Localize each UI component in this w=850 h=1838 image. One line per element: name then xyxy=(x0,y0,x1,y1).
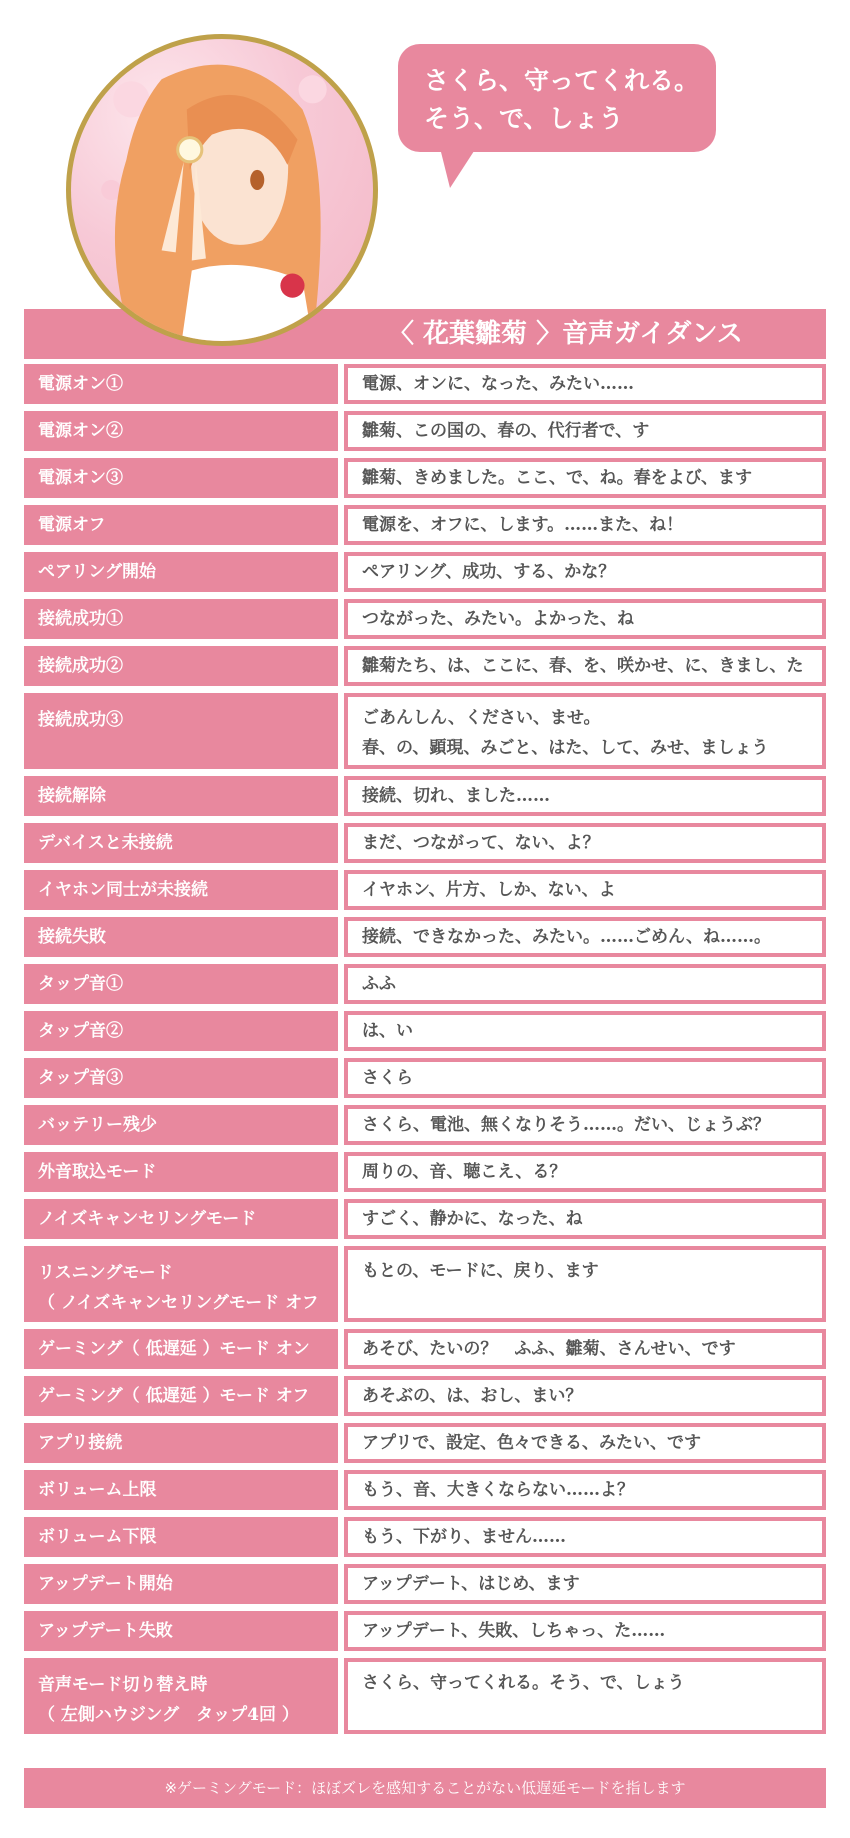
row-label-line: ゲーミング（ 低遅延 ）モード オフ xyxy=(38,1386,310,1406)
row-label-line: （ 左側ハウジング タップ4回 ） xyxy=(38,1705,299,1725)
row-value-line: ふふ xyxy=(362,974,396,994)
character-avatar xyxy=(66,34,378,346)
row-label xyxy=(24,1564,338,1604)
row-value-box xyxy=(348,603,822,635)
row-value xyxy=(344,693,826,769)
row-label-line: 接続解除 xyxy=(38,786,106,806)
row-label-line: イヤホン同士が未接続 xyxy=(38,880,208,900)
row-value-line: アプリで、設定、色々できる、みたい、です xyxy=(362,1433,701,1453)
row-value xyxy=(344,1246,826,1322)
table-row xyxy=(24,1105,826,1145)
row-value-line: もう、音、大きくならない……よ？ xyxy=(362,1480,634,1500)
row-value-box xyxy=(348,1062,822,1094)
speech-bubble xyxy=(398,44,716,152)
row-value-line: 春、の、顕現、みごと、はた、して、みせ、ましょう xyxy=(362,738,769,758)
row-label-line: ゲーミング（ 低遅延 ）モード オン xyxy=(38,1339,310,1359)
row-value xyxy=(344,552,826,592)
table-row xyxy=(24,1246,826,1322)
row-value-box xyxy=(348,556,822,588)
row-value-line: アップデート、はじめ、ます xyxy=(362,1574,580,1594)
row-value-line: すごく、静かに、なった、ね xyxy=(362,1209,583,1229)
row-label-line: アプリ接続 xyxy=(38,1433,123,1453)
row-value-box xyxy=(348,1250,822,1318)
row-value xyxy=(344,411,826,451)
row-value-line: もとの、モードに、戻り、ます xyxy=(362,1261,599,1281)
row-label-line: アップデート失敗 xyxy=(38,1621,173,1641)
row-label-line: タップ音① xyxy=(38,974,123,994)
bubble-line-2: そう、で、しょう xyxy=(424,104,624,133)
table-row xyxy=(24,552,826,592)
table-row xyxy=(24,1376,826,1416)
row-label xyxy=(24,1611,338,1651)
table-row xyxy=(24,1611,826,1651)
row-label-line: ペアリング開始 xyxy=(38,562,156,582)
row-value-line: まだ、つながって、ない、よ？ xyxy=(362,833,600,853)
row-value-box xyxy=(348,650,822,682)
row-value xyxy=(344,1376,826,1416)
row-value-box xyxy=(348,874,822,906)
row-value xyxy=(344,1105,826,1145)
row-value-box xyxy=(348,827,822,859)
row-value xyxy=(344,1611,826,1651)
row-value xyxy=(344,917,826,957)
row-label xyxy=(24,1011,338,1051)
row-value-box xyxy=(348,368,822,400)
row-label xyxy=(24,505,338,545)
row-value-line: 電源を、オフに、します。……また、ね！ xyxy=(362,515,684,535)
row-label-line: ノイズキャンセリングモード xyxy=(38,1209,257,1229)
row-label xyxy=(24,364,338,404)
table-row xyxy=(24,693,826,769)
row-value-line: ごあんしん、ください、ませ。 xyxy=(362,708,601,728)
row-value-line: 雛菊たち、は、ここに、春、を、咲かせ、に、きまし、た xyxy=(362,656,804,676)
row-label-line: 電源オン③ xyxy=(38,468,123,488)
row-label xyxy=(24,964,338,1004)
row-value-box xyxy=(348,1156,822,1188)
row-label xyxy=(24,1470,338,1510)
row-label xyxy=(24,1199,338,1239)
row-value-line: アップデート、失敗、しちゃっ、た…… xyxy=(362,1621,666,1641)
row-label xyxy=(24,1246,338,1322)
row-label-line: 接続成功③ xyxy=(38,710,123,730)
row-value-line: もう、下がり、ません…… xyxy=(362,1527,566,1547)
table-row xyxy=(24,1329,826,1369)
row-value xyxy=(344,458,826,498)
row-value xyxy=(344,823,826,863)
row-label-line: 電源オフ xyxy=(38,515,106,535)
row-value xyxy=(344,1011,826,1051)
row-label-line: 音声モード切り替え時 xyxy=(38,1675,208,1695)
row-label xyxy=(24,1329,338,1369)
row-label xyxy=(24,646,338,686)
row-value xyxy=(344,1470,826,1510)
row-value-line: 接続、切れ、ました…… xyxy=(362,786,551,806)
table-row xyxy=(24,1152,826,1192)
row-value-line: さくら、電池、無くなりそう……。だい、じょうぶ？ xyxy=(362,1115,770,1135)
row-value-box xyxy=(348,1203,822,1235)
row-value-line: は、い xyxy=(362,1021,413,1041)
row-value-line: 雛菊、きめました。ここ、で、ね。春をよび、ます xyxy=(362,468,752,488)
row-value-line: 電源、オンに、なった、みたい…… xyxy=(362,374,634,394)
row-label-line: アップデート開始 xyxy=(38,1574,173,1594)
row-label xyxy=(24,917,338,957)
row-value xyxy=(344,1058,826,1098)
table-row xyxy=(24,599,826,639)
table-row xyxy=(24,870,826,910)
table-row xyxy=(24,917,826,957)
table-row xyxy=(24,1517,826,1557)
row-label-line: タップ音② xyxy=(38,1021,123,1041)
row-value xyxy=(344,1423,826,1463)
row-value-line: 雛菊、この国の、春の、代行者で、す xyxy=(362,421,650,441)
row-label xyxy=(24,458,338,498)
character-portrait-icon xyxy=(71,39,373,341)
hero-section xyxy=(0,0,850,300)
row-value-line: 接続、できなかった、みたい。……ごめん、ね……。 xyxy=(362,927,772,947)
row-value-box xyxy=(348,780,822,812)
table-row xyxy=(24,1011,826,1051)
row-value xyxy=(344,364,826,404)
footer-note: ※ゲーミングモード：ほぼズレを感知することがない低遅延モードを指します xyxy=(24,1768,826,1808)
row-value xyxy=(344,870,826,910)
bubble-line-1: さくら、守ってくれる。 xyxy=(424,66,700,95)
page-title: 〈 花葉雛菊 〉音声ガイダンス xyxy=(388,319,743,349)
row-label-line: 外音取込モード xyxy=(38,1162,157,1182)
row-label xyxy=(24,776,338,816)
row-value-box xyxy=(348,697,822,765)
voice-guidance-table xyxy=(24,364,826,1741)
row-value-box xyxy=(348,1015,822,1047)
table-row xyxy=(24,1423,826,1463)
row-value-line: 周りの、音、聴こえ、る？ xyxy=(362,1162,567,1182)
row-label-line: 接続成功② xyxy=(38,656,123,676)
row-label-line: 電源オン① xyxy=(38,374,123,394)
row-value-box xyxy=(348,415,822,447)
row-value-box xyxy=(348,1380,822,1412)
row-label-line: デバイスと未接続 xyxy=(38,833,173,853)
row-value-box xyxy=(348,921,822,953)
row-value-box xyxy=(348,1333,822,1365)
row-value-line: イヤホン、片方、しか、ない、よ xyxy=(362,880,616,900)
row-value xyxy=(344,646,826,686)
table-row xyxy=(24,646,826,686)
row-label xyxy=(24,1423,338,1463)
row-value-box xyxy=(348,1568,822,1600)
row-label-line: バッテリー残少 xyxy=(38,1115,157,1135)
row-value-line: ペアリング、成功、する、かな？ xyxy=(362,562,616,582)
row-value-line: さくら xyxy=(362,1068,413,1088)
row-value-line: あそび、たいの？ ふふ、雛菊、さんせい、です xyxy=(362,1339,736,1359)
row-label xyxy=(24,1376,338,1416)
row-value-box xyxy=(348,1109,822,1141)
row-value-line: つながった、みたい。よかった、ね xyxy=(362,609,634,629)
table-row xyxy=(24,505,826,545)
table-row xyxy=(24,823,826,863)
row-label xyxy=(24,823,338,863)
row-value-box xyxy=(348,1521,822,1553)
row-value xyxy=(344,1564,826,1604)
row-label xyxy=(24,1517,338,1557)
row-label-line: リスニングモード xyxy=(38,1263,173,1283)
row-value-box xyxy=(348,509,822,541)
row-value xyxy=(344,1517,826,1557)
row-value xyxy=(344,505,826,545)
row-value xyxy=(344,599,826,639)
row-value-box xyxy=(348,968,822,1000)
row-label xyxy=(24,552,338,592)
table-row xyxy=(24,964,826,1004)
row-value-box xyxy=(348,1662,822,1730)
row-value xyxy=(344,776,826,816)
row-value xyxy=(344,1152,826,1192)
row-value xyxy=(344,1658,826,1734)
table-row xyxy=(24,1658,826,1734)
row-value-box xyxy=(348,462,822,494)
row-value-box xyxy=(348,1427,822,1459)
row-label xyxy=(24,693,338,769)
row-value xyxy=(344,964,826,1004)
table-row xyxy=(24,776,826,816)
table-row xyxy=(24,364,826,404)
table-row xyxy=(24,411,826,451)
table-row xyxy=(24,1199,826,1239)
row-label xyxy=(24,1152,338,1192)
row-label-line: （ ノイズキャンセリングモード オフ xyxy=(38,1293,319,1313)
row-value xyxy=(344,1329,826,1369)
row-label-line: 接続成功① xyxy=(38,609,123,629)
row-value-line: さくら、守ってくれる。そう、で、しょう xyxy=(362,1673,685,1693)
row-value-box xyxy=(348,1474,822,1506)
row-value-line: あそぶの、は、おし、まい？ xyxy=(362,1386,583,1406)
row-label xyxy=(24,599,338,639)
row-label xyxy=(24,1658,338,1734)
row-label-line: タップ音③ xyxy=(38,1068,123,1088)
table-row xyxy=(24,458,826,498)
row-label-line: ボリューム上限 xyxy=(38,1480,157,1500)
row-value-box xyxy=(348,1615,822,1647)
row-label xyxy=(24,1058,338,1098)
table-row xyxy=(24,1564,826,1604)
row-label xyxy=(24,1105,338,1145)
row-label-line: ボリューム下限 xyxy=(38,1527,157,1547)
row-label xyxy=(24,870,338,910)
row-value xyxy=(344,1199,826,1239)
row-label xyxy=(24,411,338,451)
row-label-line: 電源オン② xyxy=(38,421,123,441)
table-row xyxy=(24,1470,826,1510)
table-row xyxy=(24,1058,826,1098)
row-label-line: 接続失敗 xyxy=(38,927,106,947)
